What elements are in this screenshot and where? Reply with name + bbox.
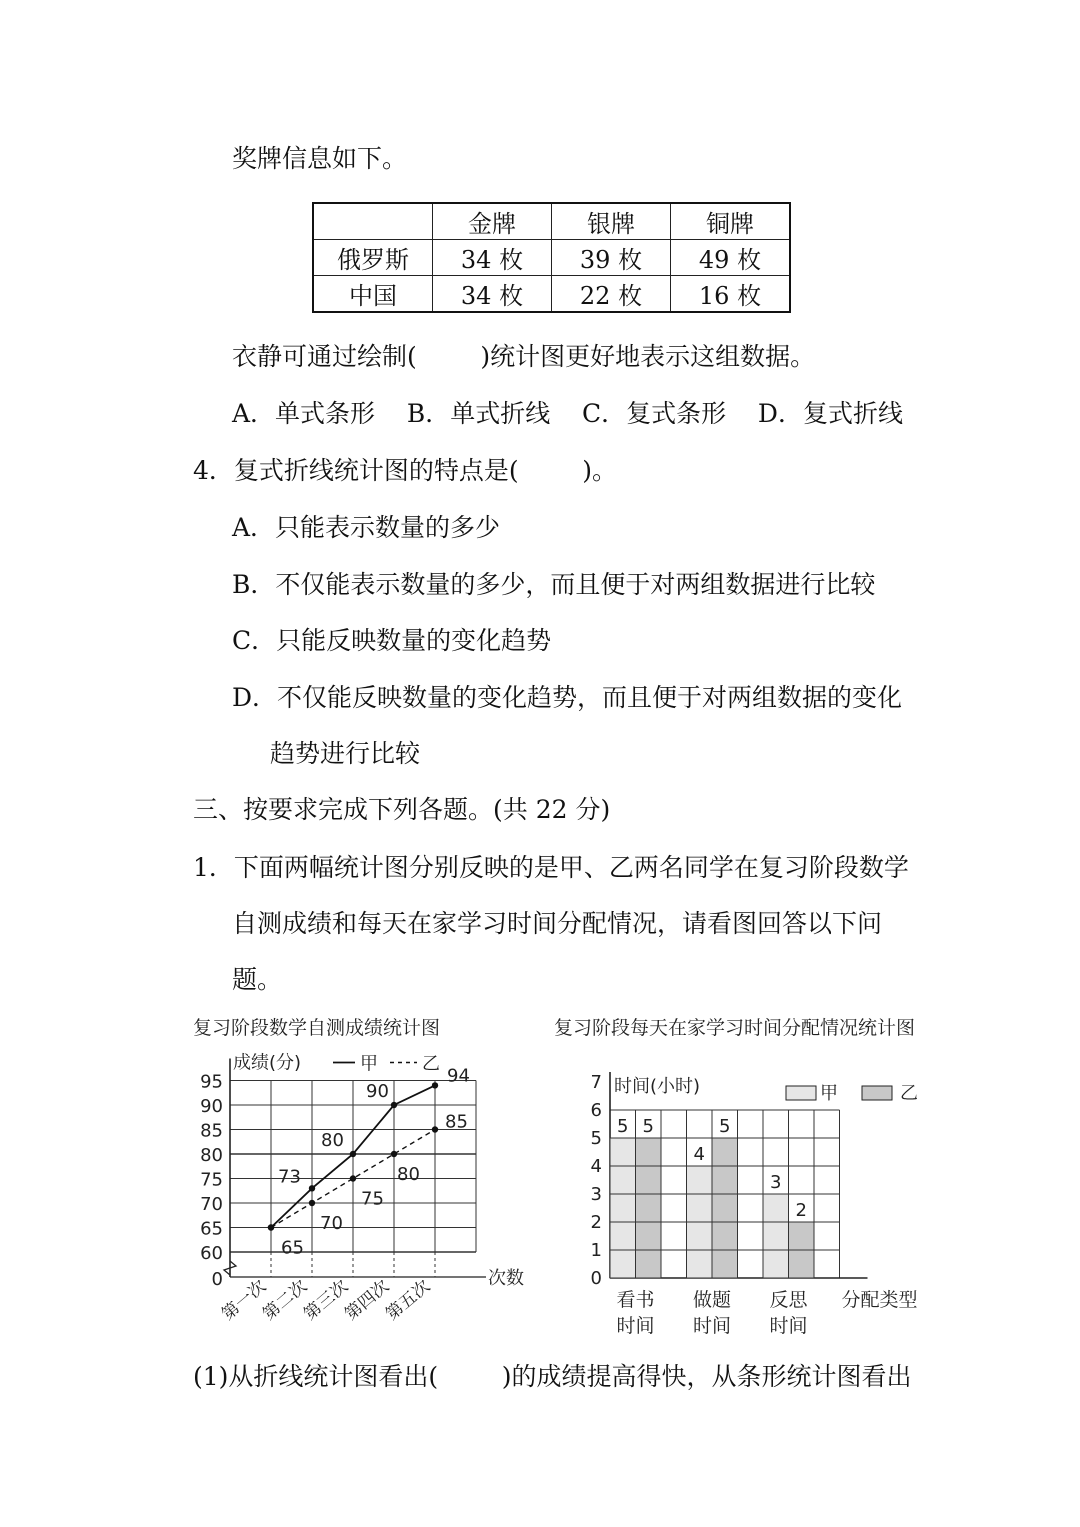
legend-label: 甲: [820, 1083, 838, 1104]
table-cell: 金牌: [433, 203, 552, 240]
y-tick-label: 5: [590, 1128, 602, 1149]
bar: [763, 1194, 789, 1278]
x-tick-label: 第三次: [300, 1276, 353, 1325]
y-tick-label: 95: [200, 1071, 223, 1093]
data-label: 70: [320, 1213, 343, 1234]
y-tick-label: 4: [590, 1156, 602, 1177]
y-tick-label: 85: [200, 1120, 223, 1142]
q4-option-d-line1: D．不仅能反映数量的变化趋势，而且便于对两组数据的变化: [232, 683, 903, 712]
y-tick-label: 90: [200, 1096, 223, 1117]
y-tick-label: 1: [590, 1240, 602, 1261]
data-point: [432, 1082, 438, 1088]
x-axis-label: 分配类型: [841, 1289, 918, 1311]
table-cell: 银牌: [552, 203, 671, 240]
data-point: [350, 1175, 356, 1181]
table-cell: 中国: [313, 276, 433, 313]
data-point: [350, 1151, 356, 1157]
legend-swatch: [862, 1086, 892, 1100]
table-cell: 39 枚: [552, 240, 671, 276]
table-header-row: [313, 203, 790, 240]
medal-table: [312, 202, 791, 313]
data-label: 80: [397, 1164, 420, 1185]
data-label: 75: [361, 1188, 384, 1210]
y-axis-label: 成绩(分): [233, 1052, 302, 1074]
table-row: [313, 240, 790, 276]
table-cell: 铜牌: [671, 203, 791, 240]
data-label: 90: [366, 1081, 389, 1102]
x-tick-label: 时间: [769, 1315, 808, 1337]
score-line-chart: [185, 1010, 524, 1350]
q1-stem-line3: 题。: [232, 965, 283, 994]
study-time-bar-chart: [550, 1010, 980, 1350]
x-tick-label: 第四次: [341, 1276, 394, 1325]
bar: [712, 1138, 738, 1278]
data-label: 65: [281, 1237, 304, 1259]
data-point: [309, 1200, 315, 1206]
line-chart-title: 复习阶段数学自测成绩统计图: [193, 1017, 441, 1039]
q1-sub1: (1)从折线统计图看出( )的成绩提高得快，从条形统计图看出: [193, 1362, 912, 1391]
y-axis-label: 时间(小时): [614, 1076, 701, 1097]
table-cell: 俄罗斯: [313, 240, 433, 276]
y-tick-label: 70: [200, 1194, 223, 1215]
table-cell: 34 枚: [433, 240, 552, 276]
y-tick-label: 65: [200, 1218, 223, 1240]
data-point: [391, 1102, 397, 1108]
legend-label: 乙: [422, 1053, 440, 1075]
data-point: [268, 1224, 274, 1230]
bar: [610, 1138, 636, 1278]
bar: [636, 1138, 662, 1278]
q1-stem-line2: 自测成绩和每天在家学习时间分配情况，请看图回答以下问: [232, 909, 883, 938]
y-tick-label: 3: [590, 1184, 602, 1205]
q3-stem: 衣静可通过绘制( )统计图更好地表示这组数据。: [232, 342, 816, 371]
y-tick-label: 80: [200, 1145, 223, 1166]
intro-text: 奖牌信息如下。: [232, 144, 408, 173]
y-tick-label: 0: [590, 1268, 602, 1289]
bar-chart-marks: [610, 1083, 918, 1278]
data-label: 5: [642, 1116, 654, 1137]
data-label: 3: [770, 1172, 782, 1193]
x-tick-label: 时间: [616, 1315, 655, 1337]
legend-label: 甲: [360, 1053, 378, 1075]
table-cell: 49 枚: [671, 240, 791, 276]
data-label: 5: [719, 1116, 731, 1137]
legend-swatch: [786, 1086, 816, 1100]
q1-stem-line1: 1．下面两幅统计图分别反映的是甲、乙两名同学在复习阶段数学: [193, 853, 909, 882]
q4-option-b: B．不仅能表示数量的多少，而且便于对两组数据进行比较: [232, 570, 876, 599]
y-tick-label: 60: [200, 1243, 223, 1264]
x-tick-label: 第一次: [218, 1276, 271, 1325]
section3-title: 三、按要求完成下列各题。(共 22 分): [193, 795, 611, 824]
q4-option-d-line2: 趋势进行比较: [270, 739, 421, 768]
x-tick-label: 做题: [692, 1289, 732, 1311]
x-tick-label: 看书: [616, 1289, 655, 1311]
table-cell: 34 枚: [433, 276, 552, 313]
data-point: [391, 1151, 397, 1157]
data-label: 4: [693, 1144, 705, 1165]
y-tick-label: 7: [590, 1072, 602, 1093]
data-label: 2: [795, 1200, 807, 1221]
y-tick-label: 2: [590, 1212, 602, 1233]
q4-stem: 4．复式折线统计图的特点是( )。: [193, 456, 617, 485]
table-row: [313, 276, 790, 313]
x-tick-label: 时间: [692, 1315, 732, 1337]
x-tick-label: 第二次: [259, 1276, 312, 1325]
x-tick-label: 第五次: [382, 1276, 435, 1325]
x-tick-label: 反思: [769, 1289, 808, 1311]
q3-options: A．单式条形 B．单式折线 C．复式条形 D．复式折线: [232, 399, 903, 428]
data-label: 73: [278, 1166, 301, 1188]
y-tick-label: 75: [200, 1169, 223, 1191]
x-axis-label: 次数: [488, 1268, 524, 1289]
data-label: 94: [447, 1065, 470, 1087]
q4-option-a: A．只能表示数量的多少: [232, 513, 501, 542]
data-point: [309, 1185, 315, 1191]
table-cell: 16 枚: [671, 276, 791, 313]
data-label: 85: [445, 1111, 468, 1133]
table-cell: [313, 203, 433, 240]
data-label: 5: [617, 1116, 629, 1137]
data-label: 80: [321, 1130, 344, 1151]
data-point: [432, 1126, 438, 1132]
q4-option-c: C．只能反映数量的变化趋势: [232, 626, 552, 655]
bar-chart-title: 复习阶段每天在家学习时间分配情况统计图: [554, 1017, 916, 1039]
y-tick-label: 0: [211, 1269, 223, 1290]
y-tick-label: 6: [590, 1100, 602, 1121]
legend-label: 乙: [900, 1083, 918, 1104]
table-cell: 22 枚: [552, 276, 671, 313]
